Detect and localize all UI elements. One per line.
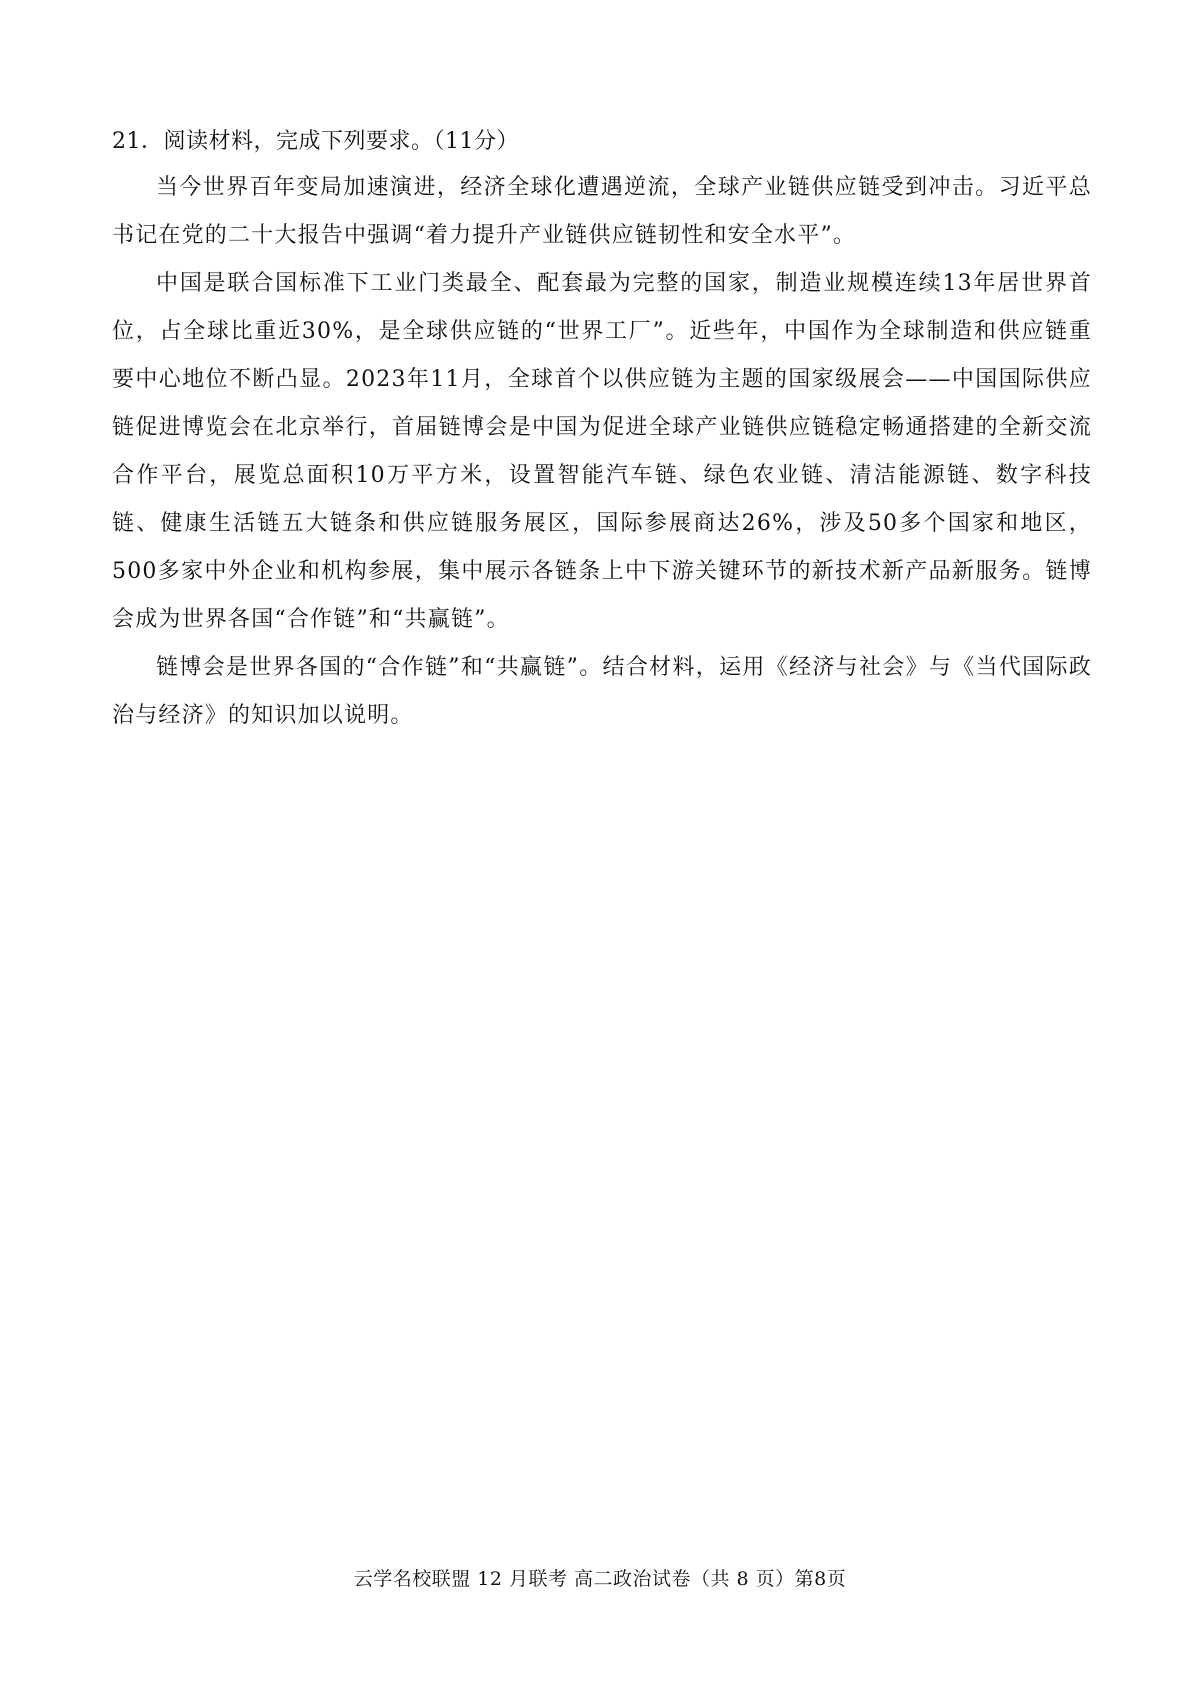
material-paragraph-1: 当今世界百年变局加速演进，经济全球化遭遇逆流，全球产业链供应链受到冲击。习近平总书记在党的二十大报告中强调“着力提升产业链供应链韧性和安全水平”。 — [112, 175, 1092, 248]
question-block — [112, 120, 1092, 740]
question-prompt: 链博会是世界各国的“合作链”和“共赢链”。结合材料，运用《经济与社会》与《当代国际政治与经济》的知识加以说明。 — [112, 655, 1092, 728]
material-paragraph-2: 中国是联合国标准下工业门类最全、配套最为完整的国家，制造业规模连续13年居世界首位，占全球比重近30%，是全球供应链的“世界工厂”。近些年，中国作为全球制造和供应链重要中心地位不断凸显。2023年11月，全球首个以供应链为主题的国家级展会——中国国际供应链促进博览会在北京举行，首届链博会是中国为促进全球产业链供应链稳定畅通搭建的全新交流合作平台，展览总面积10万平方米，设置智能汽车链、绿色农业链、清洁能源链、数字科技链、健康生活链五大链条和供应链服务展区，国际参展商达26%，涉及50多个国家和地区，500多家中外企业和机构参展，集中展示各链条上中下游关键环节的新技术新产品新服务。链博会成为世界各国“合作链”和“共赢链”。 — [112, 271, 1092, 632]
question-title: 21．阅读材料，完成下列要求。（11分） — [112, 129, 519, 154]
page-footer: 云学名校联盟 12 月联考 高二政治试卷（共 8 页）第8页 — [353, 1568, 847, 1590]
